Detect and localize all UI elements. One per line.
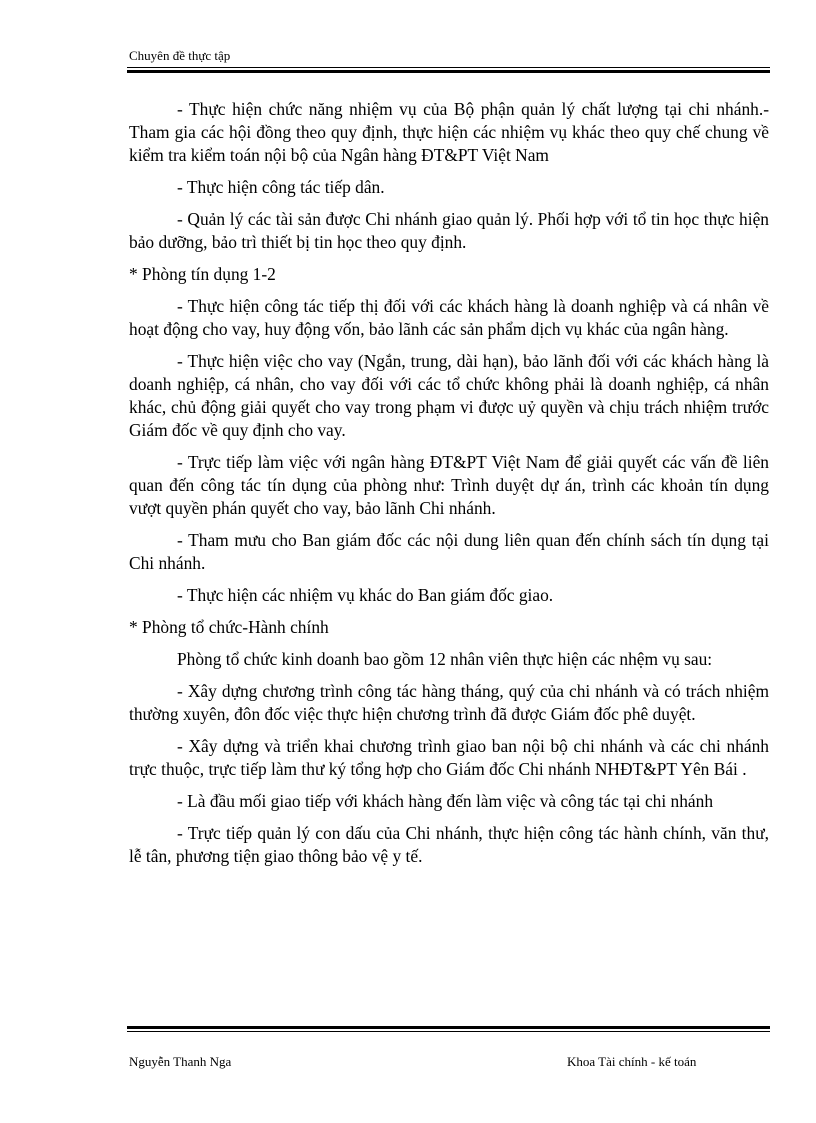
section-heading: * Phòng tín dụng 1-2 — [129, 264, 276, 284]
paragraph: - Thực hiện việc cho vay (Ngắn, trung, dài hạn), bảo lãnh đối với các khách hàng là doanh nghiệp, cá nhân, cho vay đối với các tổ chức không phải là doanh nghiệp, cá nhân khác, chủ động giải quyết cho vay trong phạm vi được uỷ quyền và chịu trách nhiệm trước Giám đốc về quy định cho vay. — [129, 351, 769, 440]
paragraph: - Thực hiện chức năng nhiệm vụ của Bộ phận quản lý chất lượng tại chi nhánh.- Tham gia các hội đồng theo quy định, thực hiện các nhiệm vụ khác theo quy chế chung về kiểm tra kiểm toán nội bộ của Ngân hàng ĐT&PT Việt Nam — [129, 99, 769, 165]
footer-author: Nguyễn Thanh Nga — [129, 1054, 232, 1069]
header-rule-thin — [127, 67, 770, 68]
paragraph: - Trực tiếp quản lý con dấu của Chi nhánh, thực hiện công tác hành chính, văn thư, lễ tân, phương tiện giao thông bảo vệ y tế. — [129, 823, 769, 866]
footer-rule-thick — [127, 1026, 770, 1029]
document-body — [129, 98, 769, 877]
paragraph: - Thực hiện các nhiệm vụ khác do Ban giám đốc giao. — [177, 585, 554, 605]
paragraph: Phòng tổ chức kinh doanh bao gồm 12 nhân viên thực hiện các nhệm vụ sau: — [177, 649, 713, 669]
section-heading: * Phòng tổ chức-Hành chính — [129, 617, 329, 637]
page-header-title: Chuyên đề thực tập — [129, 48, 231, 63]
paragraph: - Quản lý các tài sản được Chi nhánh giao quản lý. Phối hợp với tổ tin học thực hiện bảo dưỡng, bảo trì thiết bị tin học theo quy định. — [129, 209, 769, 252]
paragraph: - Xây dựng chương trình công tác hàng tháng, quý của chi nhánh và có trách nhiệm thường xuyên, đôn đốc việc thực hiện chương trình đã được Giám đốc phê duyệt. — [129, 681, 769, 724]
header-rule-thick — [127, 70, 770, 73]
paragraph: - Thực hiện công tác tiếp thị đối với các khách hàng là doanh nghiệp và cá nhân về hoạt động cho vay, huy động vốn, bảo lãnh các sản phẩm dịch vụ khác của ngân hàng. — [129, 296, 769, 339]
paragraph: - Xây dựng và triển khai chương trình giao ban nội bộ chi nhánh và các chi nhánh trực thuộc, trực tiếp làm thư ký tổng hợp cho Giám đốc Chi nhánh NHĐT&PT Yên Bái . — [129, 736, 769, 779]
paragraph: - Thực hiện công tác tiếp dân. — [177, 177, 385, 197]
paragraph: - Tham mưu cho Ban giám đốc các nội dung liên quan đến chính sách tín dụng tại Chi nhánh. — [129, 530, 769, 573]
paragraph: - Trực tiếp làm việc với ngân hàng ĐT&PT Việt Nam để giải quyết các vấn đề liên quan đến công tác tín dụng của phòng như: Trình duyệt dự án, trình các khoản tín dụng vượt quyền phán quyết cho vay, bảo lãnh Chi nhánh. — [129, 452, 769, 518]
footer-rule-thin — [127, 1031, 770, 1032]
paragraph: - Là đầu mối giao tiếp với khách hàng đến làm việc và công tác tại chi nhánh — [177, 791, 714, 811]
footer-department: Khoa Tài chính - kế toán — [567, 1054, 697, 1069]
